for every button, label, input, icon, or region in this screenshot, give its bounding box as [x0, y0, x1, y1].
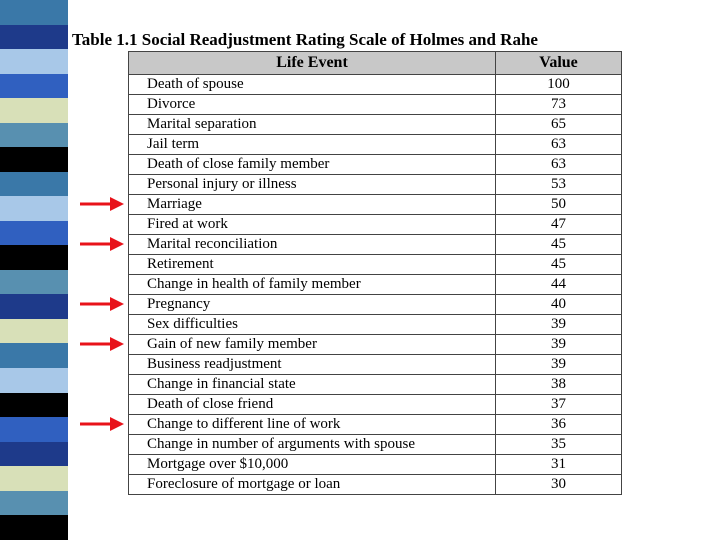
value-cell: 63	[496, 155, 622, 175]
value-cell: 30	[496, 475, 622, 495]
value-cell: 50	[496, 195, 622, 215]
life-event-cell: Jail term	[129, 135, 496, 155]
table-row	[129, 315, 622, 335]
page-title: Table 1.1 Social Readjustment Rating Scale of Holmes and Rahe	[72, 30, 538, 49]
table-header-row	[129, 52, 622, 75]
stripe-band	[0, 196, 68, 221]
value-cell: 31	[496, 455, 622, 475]
life-event-cell: Change in number of arguments with spouse	[129, 435, 496, 455]
stripe-band	[0, 98, 68, 123]
stripe-band	[0, 74, 68, 99]
stripe-band	[0, 0, 68, 25]
table-row	[129, 195, 622, 215]
value-cell: 39	[496, 335, 622, 355]
value-cell: 73	[496, 95, 622, 115]
stripe-band	[0, 491, 68, 516]
life-event-cell: Retirement	[129, 255, 496, 275]
life-event-cell: Pregnancy	[129, 295, 496, 315]
stripe-band	[0, 25, 68, 50]
table-row	[129, 95, 622, 115]
value-cell: 37	[496, 395, 622, 415]
life-event-cell: Marital separation	[129, 115, 496, 135]
life-event-cell: Fired at work	[129, 215, 496, 235]
decorative-stripe	[0, 0, 68, 540]
value-cell: 45	[496, 255, 622, 275]
value-cell: 65	[496, 115, 622, 135]
life-event-cell: Marriage	[129, 195, 496, 215]
stripe-band	[0, 368, 68, 393]
value-cell: 45	[496, 235, 622, 255]
value-cell: 39	[496, 355, 622, 375]
red-arrow-icon	[80, 297, 124, 311]
rating-scale-table	[128, 51, 622, 495]
table-row	[129, 375, 622, 395]
stripe-band	[0, 123, 68, 148]
stripe-band	[0, 319, 68, 344]
table-row	[129, 75, 622, 95]
table-row	[129, 275, 622, 295]
life-event-cell: Gain of new family member	[129, 335, 496, 355]
value-cell: 53	[496, 175, 622, 195]
table-row	[129, 415, 622, 435]
life-event-cell: Business readjustment	[129, 355, 496, 375]
value-cell: 38	[496, 375, 622, 395]
stripe-band	[0, 466, 68, 491]
value-cell: 63	[496, 135, 622, 155]
stripe-band	[0, 49, 68, 74]
table-row	[129, 215, 622, 235]
table-row	[129, 155, 622, 175]
table-row	[129, 455, 622, 475]
red-arrow-icon	[80, 337, 124, 351]
table-row	[129, 235, 622, 255]
life-event-cell: Divorce	[129, 95, 496, 115]
stripe-band	[0, 515, 68, 540]
table-row	[129, 335, 622, 355]
value-cell: 39	[496, 315, 622, 335]
stripe-band	[0, 221, 68, 246]
stripe-band	[0, 343, 68, 368]
value-cell: 100	[496, 75, 622, 95]
life-event-cell: Foreclosure of mortgage or loan	[129, 475, 496, 495]
life-event-cell: Change in financial state	[129, 375, 496, 395]
red-arrow-icon	[80, 197, 124, 211]
table-row	[129, 355, 622, 375]
stripe-band	[0, 294, 68, 319]
table-row	[129, 395, 622, 415]
red-arrow-icon	[80, 417, 124, 431]
life-event-cell: Change to different line of work	[129, 415, 496, 435]
life-event-cell: Change in health of family member	[129, 275, 496, 295]
stripe-band	[0, 270, 68, 295]
stripe-band	[0, 172, 68, 197]
life-event-cell: Personal injury or illness	[129, 175, 496, 195]
table-row	[129, 475, 622, 495]
life-event-cell: Death of close family member	[129, 155, 496, 175]
life-event-header: Life Event	[129, 52, 496, 75]
stripe-band	[0, 393, 68, 418]
life-event-cell: Mortgage over $10,000	[129, 455, 496, 475]
stripe-band	[0, 147, 68, 172]
value-cell: 40	[496, 295, 622, 315]
value-cell: 35	[496, 435, 622, 455]
stripe-band	[0, 245, 68, 270]
life-event-cell: Marital reconciliation	[129, 235, 496, 255]
table-row	[129, 115, 622, 135]
value-header: Value	[496, 52, 622, 75]
value-cell: 47	[496, 215, 622, 235]
stripe-band	[0, 442, 68, 467]
life-event-cell: Death of spouse	[129, 75, 496, 95]
table-row	[129, 435, 622, 455]
value-cell: 36	[496, 415, 622, 435]
table-row	[129, 135, 622, 155]
life-event-cell: Sex difficulties	[129, 315, 496, 335]
life-event-cell: Death of close friend	[129, 395, 496, 415]
table-row	[129, 295, 622, 315]
table-row	[129, 255, 622, 275]
stripe-band	[0, 417, 68, 442]
value-cell: 44	[496, 275, 622, 295]
table-row	[129, 175, 622, 195]
red-arrow-icon	[80, 237, 124, 251]
